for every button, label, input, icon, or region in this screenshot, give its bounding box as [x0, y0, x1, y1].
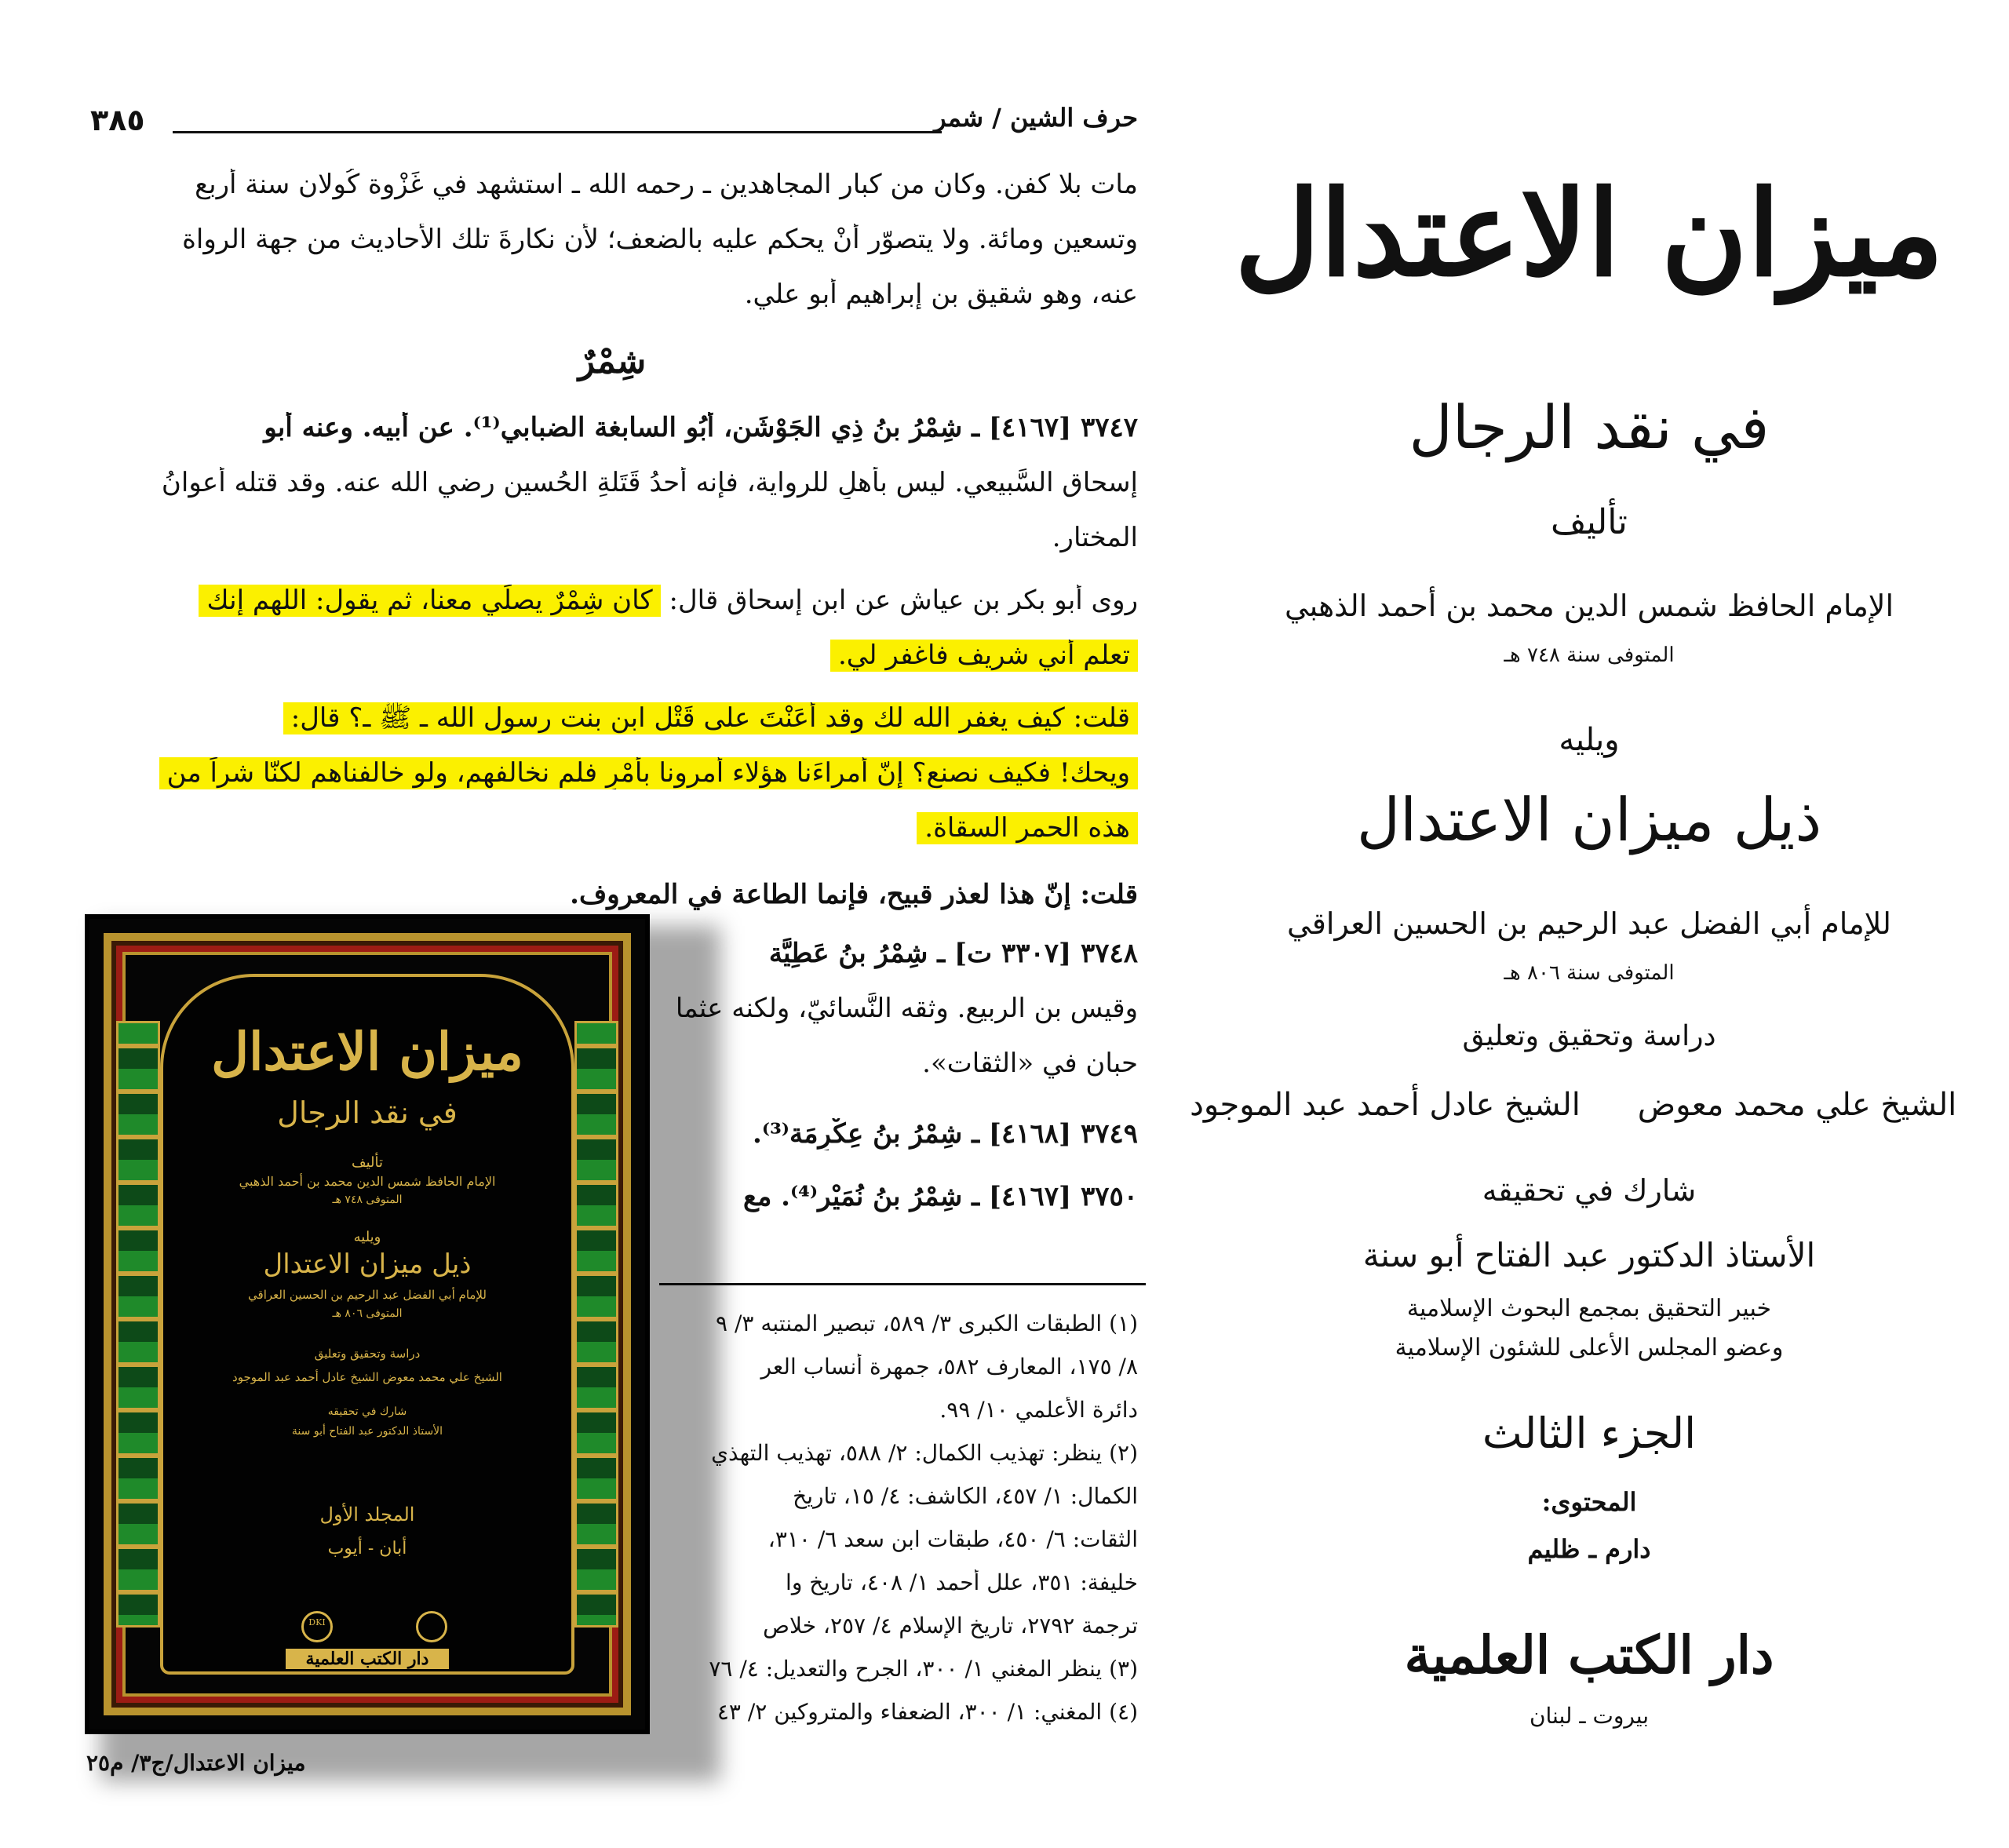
title-page-author: الإمام الحافظ شمس الدين محمد بن أحمد الذهبي: [1284, 589, 1894, 623]
cover-appendix-author: للإمام أبي الفضل عبد الرحيم بن الحسين العراقي: [248, 1288, 487, 1302]
page-header: [78, 98, 1146, 145]
cover-publisher: دار الكتب العلمية: [286, 1649, 449, 1669]
cover-followed-by: ويليه: [353, 1229, 381, 1245]
entry-3749: ٣٧٤٩ [٤١٦٨] ـ شِمْرُ بنُ عِكْرِمَة⁽³⁾.: [753, 1118, 1138, 1150]
footnote-line: خليفة: ٣٥١، علل أحمد ١/ ٤٠٨، تاريخ وا: [786, 1569, 1138, 1595]
cover-volume-range: أبان - أيوب: [327, 1539, 407, 1558]
highlight: تعلم أني شريف فاغفر لي.: [830, 640, 1138, 672]
footnote-line: دائرة الأعلمي ١٠/ ٩٩.: [939, 1397, 1138, 1423]
cover-by: تأليف: [351, 1154, 384, 1171]
footnote-line: الثقات: ٦/ ٤٥٠، طبقات ابن سعد ٦/ ٣١٠،: [768, 1526, 1138, 1552]
title-page-subtitle: في نقد الرجال: [1409, 392, 1770, 462]
quote-line-5: [86, 812, 1138, 844]
highlight: هذه الحمر السقاة.: [917, 812, 1138, 844]
cover-study: دراسة وتحقيق وتعليق: [314, 1347, 421, 1361]
footnote-line: الكمال: ١/ ٤٥٧، الكاشف: ٤/ ١٥، تاريخ: [793, 1483, 1138, 1509]
title-page-volume: الجزء الثالث: [1482, 1409, 1697, 1458]
entry-3748-line: حبان في «الثقات».: [922, 1048, 1138, 1079]
title-page-author-death: المتوفى سنة ٧٤٨ هـ: [1504, 643, 1675, 667]
page-number: ٣٨٥: [90, 103, 145, 137]
title-page-followed-by: ويليه: [1559, 722, 1620, 758]
highlight: ويحك! فكيف نصنع؟ إنّ أمراءَنا هؤلاء أمرونا بأَمْرٍ فلم نخالفهم، ولو خالفناهم لكنّا شراً من: [159, 757, 1138, 789]
cover-title: ميزان الاعتدال: [211, 1021, 523, 1082]
footnote-line: (٢) ينظر: تهذيب الكمال: ٢/ ٥٨٨، تهذيب التهذي: [711, 1440, 1138, 1466]
title-page-participant-role-2: وعضو المجلس الأعلى للشئون الإسلامية: [1395, 1334, 1784, 1361]
title-page: [1177, 110, 2001, 1758]
page-signature: ميزان الاعتدال/ج٣/ م٢٥: [86, 1750, 306, 1776]
entry-3747-line: ٣٧٤٧ [٤١٦٧] ـ شِمْرُ بنُ ذِي الجَوْشَنِ، أَبُو السابغة الضبابي⁽¹⁾. عن أبيه. وعنه أبو: [264, 412, 1138, 443]
header-rule: [173, 131, 942, 133]
entry-3747-line: إسحاق السَّبيعي. ليس بأهلٍ للرواية، فإنه أحدُ قَتَلةِ الحُسين رضي الله عنه. وقد قتله أعوانُ: [161, 467, 1138, 498]
title-page-participant: شارك في تحقيقه: [1482, 1173, 1697, 1208]
highlight: قلت: كيف يغفر الله لك وقد أَعَنْتَ على قَتْل ابن بنت رسول الله ـ ﷺ ـ؟ قال:: [283, 702, 1138, 734]
entry-3747-line: المختار.: [1052, 522, 1138, 553]
cover-subtitle: في نقد الرجال: [277, 1095, 458, 1130]
title-page-place: بيروت ـ لبنان: [1529, 1703, 1650, 1729]
title-page-publisher: دار الكتب العلمية: [1404, 1624, 1774, 1686]
cover-participant: شارك في تحقيقه: [327, 1405, 407, 1418]
text-line: عنه، وهو شقيق بن إبراهيم أبو علي.: [744, 279, 1138, 310]
running-title: حرف الشين / شمر: [934, 103, 1138, 133]
quote-line-2: [86, 640, 1138, 672]
emblem-label: DKI: [308, 1617, 326, 1627]
cover-volume: المجلد الأول: [319, 1504, 415, 1525]
text-line: وتسعين ومائة. ولا يتصوّر أنْ يحكم عليه بالضعف؛ لأن نكارةَ تلك الأحاديث من جهة الرواة: [182, 224, 1138, 255]
cover-appendix-death: المتوفى ٨٠٦ هـ: [332, 1307, 403, 1320]
highlight: كان شِمْرٌ يصلِّي معنا، ثم يقول: اللهم إنك: [199, 585, 660, 617]
entry-3748: ٣٧٤٨ [٣٣٠٧ ت] ـ شِمْرُ بنُ عَطِيَّة: [768, 938, 1138, 969]
quote-line-1: [86, 585, 1138, 617]
entry-3748-line: وقيس بن الربيع. وثقه النَّسائيّ، ولكنه عثما: [675, 993, 1138, 1024]
quote-line-4: [86, 757, 1138, 789]
title-page-contents-label: المحتوى:: [1541, 1487, 1637, 1517]
book-cover-image: [85, 914, 650, 1734]
title-page-by: تأليف: [1551, 502, 1628, 542]
text-line: مات بلا كفن. وكان من كبار المجاهدين ـ رحمه الله ـ استشهد في غَزْوة كُولان سنة أربع: [195, 169, 1138, 200]
seal-emblem-icon: [416, 1611, 447, 1642]
title-page-appendix: ذيل ميزان الاعتدال: [1356, 785, 1822, 855]
title-page-editor-1: الشيخ علي محمد معوض: [1637, 1087, 1957, 1123]
title-page-contents-range: دارم ـ ظليم: [1527, 1534, 1651, 1564]
cover-participant-name: الأستاذ الدكتور عبد الفتاح أبو سنة: [291, 1425, 443, 1438]
title-page-participant-role-1: خبير التحقيق بمجمع البحوث الإسلامية: [1406, 1295, 1772, 1322]
quote-intro: روى أبو بكر بن عياش عن ابن إسحاق قال:: [669, 585, 1138, 616]
cover-appendix: ذيل ميزان الاعتدال: [263, 1248, 472, 1280]
entry-3750: ٣٧٥٠ [٤١٦٧] ـ شِمْرُ بنُ نُمَيْر⁽⁴⁾. مع: [743, 1181, 1138, 1212]
title-page-appendix-author: للإمام أبي الفضل عبد الرحيم بن الحسين العراقي: [1287, 906, 1891, 941]
cover-author: الإمام الحافظ شمس الدين محمد بن أحمد الذهبي: [239, 1174, 496, 1189]
title-page-participant-name: الأستاذ الدكتور عبد الفتاح أبو سنة: [1362, 1236, 1816, 1274]
title-page-study: دراسة وتحقيق وتعليق: [1462, 1020, 1716, 1052]
footnote-line: ٨/ ١٧٥، المعارف ٥٨٢، جمهرة أنساب العر: [760, 1354, 1138, 1380]
section-title: شِمْرٌ: [578, 341, 647, 381]
footnote-line: (٣) ينظر المغني ١/ ٣٠٠، الجرح والتعديل: ٤/ ٧٦: [709, 1656, 1138, 1682]
cover-editors: الشيخ علي محمد معوض الشيخ عادل أحمد عبد الموجود: [232, 1370, 502, 1384]
closing-line: قلت: إنّ هذا لعذر قبيح، فإنما الطاعة في المعروف.: [570, 879, 1138, 910]
footnote-line: ترجمة ٢٧٩٢، تاريخ الإسلام ٤/ ٢٥٧، خلاص: [763, 1613, 1138, 1638]
footnote-line: (١) الطبقات الكبرى ٣/ ٥٨٩، تبصير المنتبه ٣/ ٩: [716, 1310, 1138, 1336]
cover-author-death: المتوفى ٧٤٨ هـ: [332, 1194, 403, 1206]
footnote-rule: [659, 1283, 1146, 1285]
title-page-title: ميزان الاعتدال: [1234, 165, 1944, 303]
title-page-appendix-death: المتوفى سنة ٨٠٦ هـ: [1504, 961, 1675, 985]
footnote-line: (٤) المغني: ١/ ٣٠٠، الضعفاء والمتروكين ٢/ ٤٣: [716, 1699, 1138, 1725]
title-page-editor-2: الشيخ عادل أحمد عبد الموجود: [1190, 1087, 1581, 1123]
quote-line-3: [86, 702, 1138, 734]
